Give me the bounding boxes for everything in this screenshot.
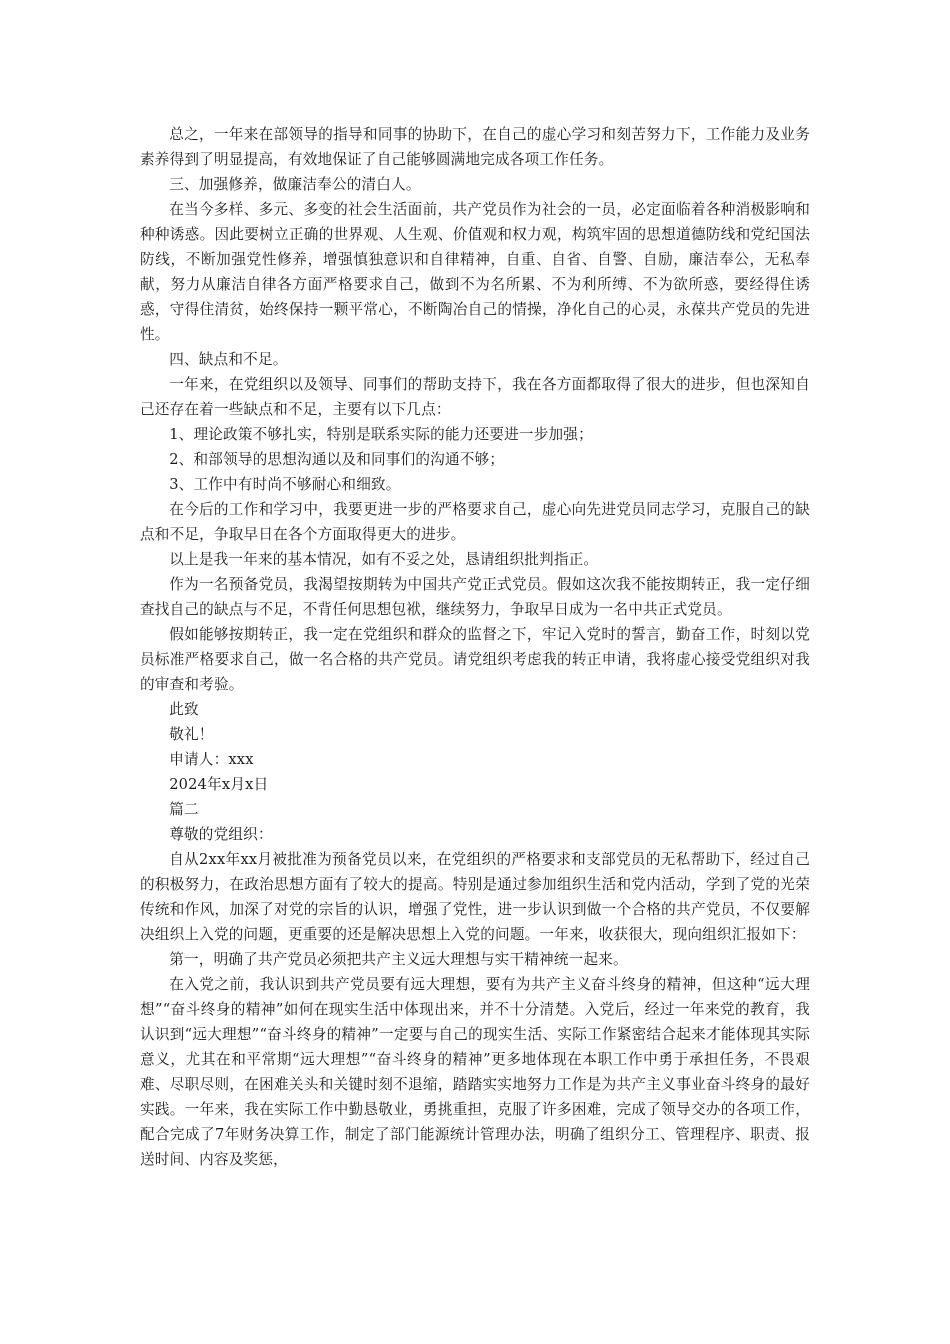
list-item-3: 3、工作中有时尚不够耐心和细致。: [169, 476, 401, 493]
paragraph-summary: 总之，一年来在部领导的指导和同事的协助下，在自己的虚心学习和刻苦努力下，工作能力及业务素养得到了明显提高，有效地保证了自己能够圆满地完成各项工作任务。: [140, 126, 810, 168]
salutation-cizhi: 此致: [169, 701, 199, 718]
salutation-jingli: 敬礼！: [169, 726, 214, 743]
heading-section-four: 四、缺点和不足。: [169, 351, 288, 368]
heading-first-point: 第一，明确了共产党员必须把共产主义远大理想与实干精神统一起来。: [169, 951, 628, 968]
paragraph-probation-wish: 作为一名预备党员，我渴望按期转为中国共产党正式党员。假如这次我不能按期转正，我一定仔细查找自己的缺点与不足，不背任何思想包袱，继续努力，争取早日成为一名中共正式党员。: [140, 576, 810, 618]
paragraph-ideals: 在入党之前，我认识到共产党员要有远大理想，要有为共产主义奋斗终身的精神，但这种“远大理想”“奋斗终身的精神”如何在现实生活中体现出来，并不十分清楚。入党后，经过一年来党的教育，我认识到“远大理想”“奋斗终身的精神”一定要与自己的现实生活、实际工作紧密结合起来才能体现其实际意义，尤其在和平常期“远大理想”“奋斗终身的精神”更多地体现在本职工作中勇于承担任务，不畏艰难、尽职尽则，在困难关头和关键时刻不退缩，踏踏实实地努力工作是为共产主义事业奋斗终身的最好实践。一年来，我在实际工作中勤恳敬业，勇挑重担，克服了许多困难，完成了领导交办的各项工作，配合完成了7年财务决算工作，制定了部门能源统计管理办法，明确了组织分工、管理程序、职责、报送时间、内容及奖惩，: [140, 976, 810, 1168]
paragraph-shortcomings-intro: 一年来，在党组织以及领导、同事们的帮助支持下，我在各方面都取得了很大的进步，但也深知自己还存在着一些缺点和不足，主要有以下几点：: [140, 376, 810, 418]
list-item-2: 2、和部领导的思想沟通以及和同事们的沟通不够；: [169, 451, 505, 468]
heading-section-three: 三、加强修养，做廉洁奉公的清白人。: [169, 176, 421, 193]
list-item-1: 1、理论政策不够扎实，特别是联系实际的能力还要进一步加强；: [169, 426, 593, 443]
document-body: [140, 122, 810, 1172]
date-line: 2024年x月x日: [169, 776, 269, 793]
paragraph-closing-remark: 以上是我一年来的基本情况，如有不妥之处，恳请组织批判指正。: [169, 551, 599, 568]
paragraph-future-plan: 在今后的工作和学习中，我要更进一步的严格要求自己，虚心向先进党员同志学习，克服自己的缺点和不足，争取早日在各个方面取得更大的进步。: [140, 501, 810, 543]
paragraph-report-intro: 自从2xx年xx月被批准为预备党员以来，在党组织的严格要求和支部党员的无私帮助下，经过自己的积极努力，在政治思想方面有了较大的提高。特别是通过参加组织生活和党内活动，学到了党的光荣传统和作风，加深了对党的宗旨的认识，增强了党性，进一步认识到做一个合格的共产党员，不仅要解决组织上入党的问题，更重要的还是解决思想上入党的问题。一年来，收获很大，现向组织汇报如下：: [140, 851, 810, 943]
applicant-line: 申请人：xxx: [169, 751, 254, 768]
paragraph-commitment: 假如能够按期转正，我一定在党组织和群众的监督之下，牢记入党时的誓言，勤奋工作，时刻以党员标准严格要求自己，做一名合格的共产党员。请党组织考虑我的转正申请，我将虚心接受党组织对我的审查和考验。: [140, 626, 810, 693]
paragraph-integrity: 在当今多样、多元、多变的社会生活面前，共产党员作为社会的一员，必定面临着各种消极影响和种种诱惑。因此要树立正确的世界观、人生观、价值观和权力观，构筑牢固的思想道德防线和党纪国法防线，不断加强党性修养，增强慎独意识和自律精神，自重、自省、自警、自励，廉洁奉公，无私奉献，努力从廉洁自律各方面严格要求自己，做到不为名所累、不为利所缚、不为欲所惑，要经得住诱惑，守得住清贫，始终保持一颗平常心，不断陶冶自己的情操，净化自己的心灵，永葆共产党员的先进性。: [140, 201, 810, 343]
section-title-part-two: 篇二: [169, 801, 199, 818]
greeting-line: 尊敬的党组织：: [169, 826, 273, 843]
